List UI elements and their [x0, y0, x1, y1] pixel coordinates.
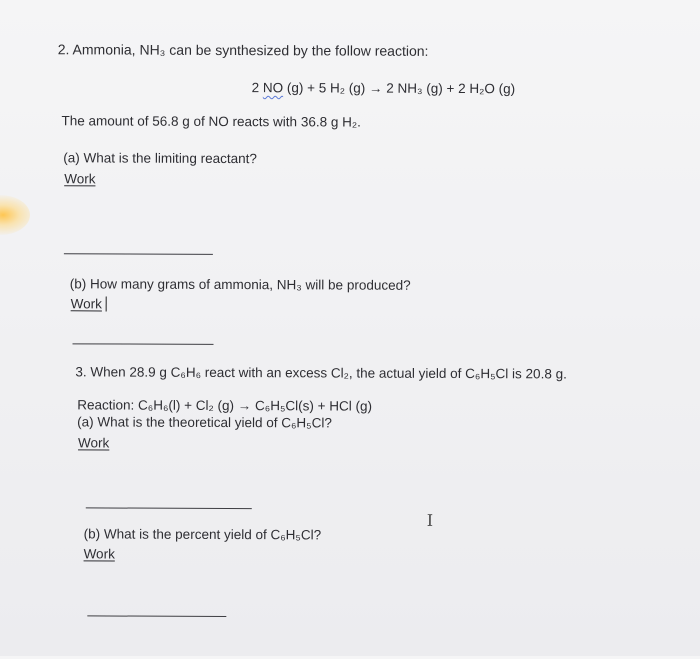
question-3a-answer-line[interactable] [86, 507, 252, 509]
question-3-reaction: Reaction: C₆H₆(l) + Cl₂ (g) → C₆H₅Cl(s) + HCl (g) [77, 397, 373, 414]
question-3a-prompt: (a) What is the theoretical yield of C₆H₅Cl? [77, 414, 332, 431]
question-2b-answer-line[interactable] [72, 343, 213, 345]
equation-coefficient: 2 [251, 80, 260, 96]
question-2b-prompt: (b) How many grams of ammonia, NH₃ will be produced? [69, 276, 411, 293]
question-2b-work-label: Work [70, 296, 102, 312]
question-2a-prompt: (a) What is the limiting reactant? [63, 150, 257, 167]
question-2-intro: 2. Ammonia, NH₃ can be synthesized by the follow reaction: [57, 41, 429, 59]
question-3b-prompt: (b) What is the percent yield of C₆H₅Cl? [83, 526, 322, 543]
question-3b-answer-line[interactable] [87, 615, 226, 617]
question-2a-work-label: Work [64, 171, 96, 187]
text-cursor [106, 296, 107, 311]
question-2-equation [252, 80, 516, 97]
mouse-ibeam-cursor-icon: I [426, 510, 434, 530]
question-2a-answer-line[interactable] [64, 253, 213, 255]
question-3b-work-label: Work [83, 546, 115, 562]
question-2-given: The amount of 56.8 g of NO reacts with 36.8 g H₂. [61, 113, 361, 130]
question-3a-work-label: Work [78, 435, 110, 451]
question-3-intro: 3. When 28.9 g C₆H₆ react with an excess Cl₂, the actual yield of C₆H₅Cl is 20.8 g. [75, 364, 567, 382]
equation-no-term: NO [262, 80, 284, 96]
equation-remainder: (g) + 5 H₂ (g) → 2 NH₃ (g) + 2 H₂O (g) [283, 80, 516, 97]
